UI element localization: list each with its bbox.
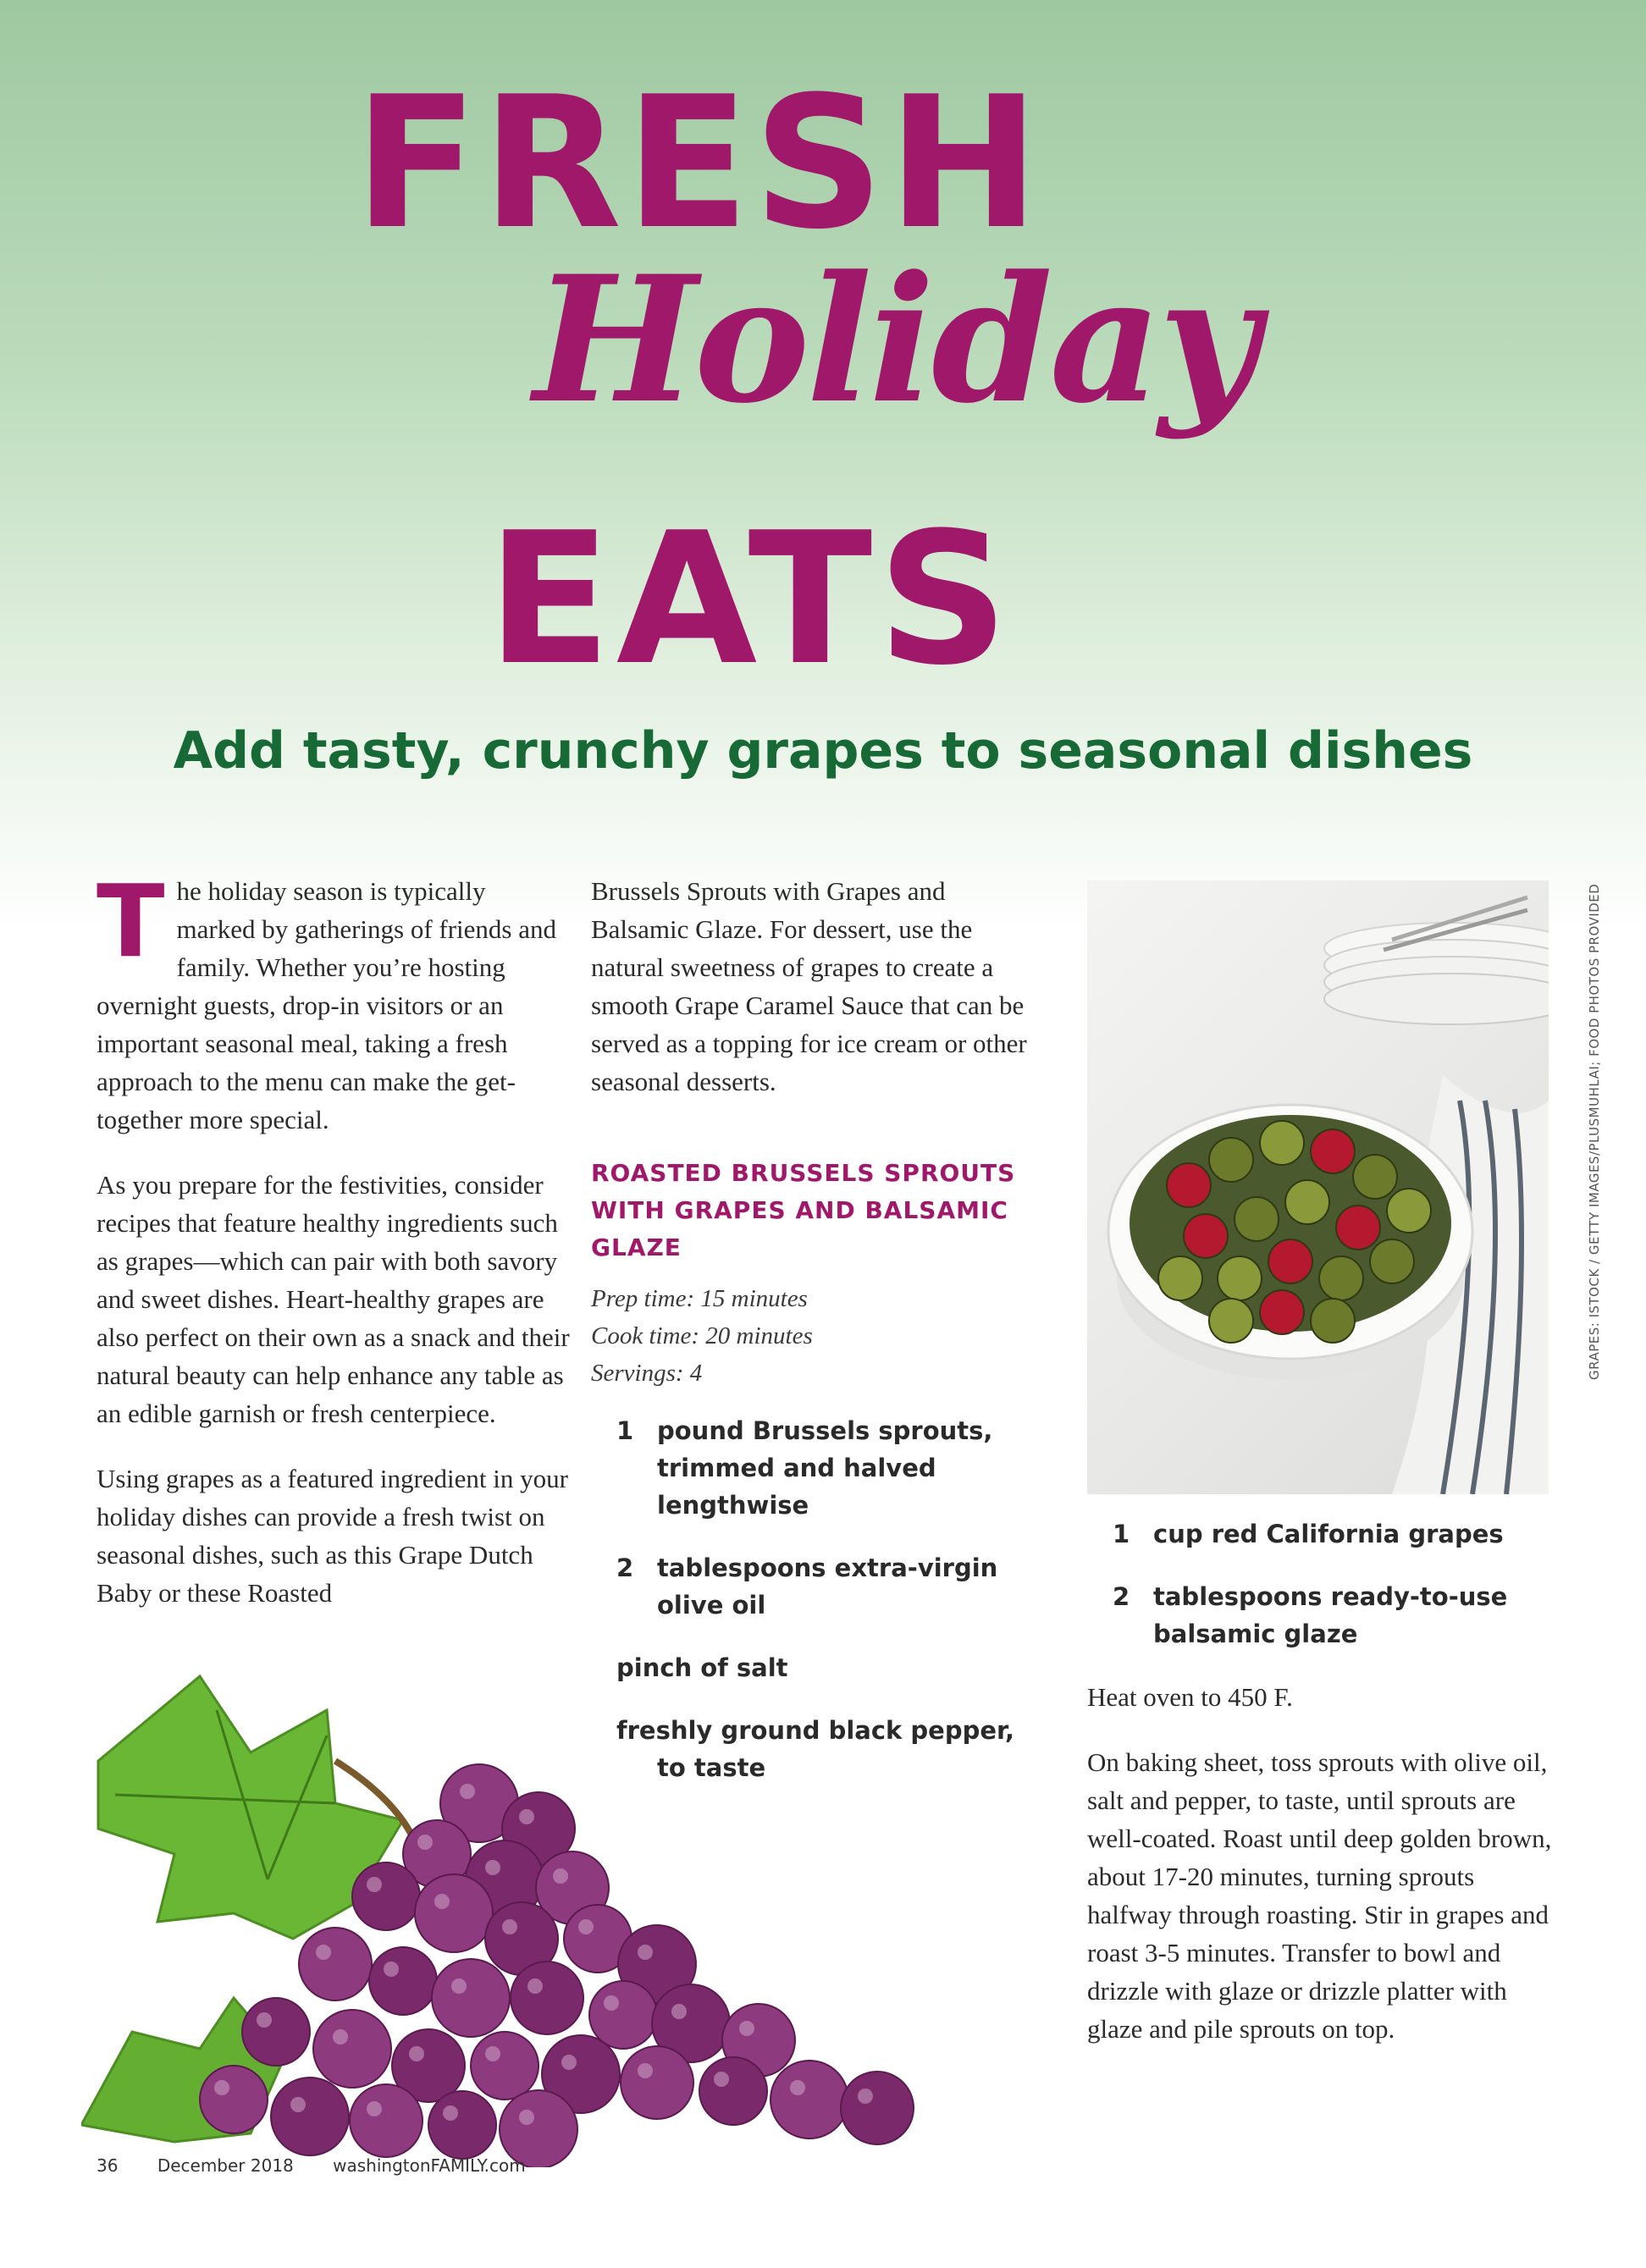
grape-highlight [638, 2063, 653, 2078]
ingredient-text: tablespoons ready-to-use balsamic glaze [1153, 1582, 1508, 1648]
grape-highlight [578, 1919, 594, 1934]
grape [313, 2010, 391, 2088]
photo-credit-text: GRAPES: ISTOCK / GETTY IMAGES/PLUSMUHLAI; FOOD PHOTOS PROVIDED [1587, 883, 1602, 1380]
grape-highlight [443, 2105, 458, 2121]
grape-highlight [790, 2080, 805, 2095]
grape [1260, 1290, 1304, 1334]
grape-highlight [290, 2097, 306, 2112]
grape [471, 2032, 539, 2100]
grape [621, 2046, 693, 2119]
grape-highlight [409, 2046, 424, 2061]
grape [200, 2066, 268, 2133]
brussels-sprouts-photo [1087, 880, 1549, 1494]
servings: Servings: 4 [591, 1360, 703, 1387]
ingredient-qty: 1 [616, 1416, 634, 1445]
grape-highlight [485, 2046, 500, 2061]
grape [841, 2072, 914, 2144]
grape [589, 1981, 657, 2049]
ingredient-item [1087, 1515, 1561, 1553]
grape-highlight [367, 2101, 382, 2116]
grape [352, 1862, 420, 1930]
intro-paragraph-1-text: he holiday season is typically marked by gatherings of friends and family. Whether you’re hosting overnight guests, drop-in visitors or an important seasonal meal, taking a fresh approach to the menu can make the get-together more special. [97, 876, 557, 1134]
page-number: 36 [97, 2155, 119, 2176]
grape-highlight [417, 1835, 433, 1850]
grapes-photo [81, 1659, 1021, 2167]
grape [1336, 1206, 1380, 1250]
ingredient-item [591, 1549, 1048, 1624]
grape-highlight [638, 1945, 653, 1960]
grape-highlight [519, 2110, 534, 2125]
grape-highlight [671, 2004, 687, 2019]
grape [271, 2078, 349, 2155]
grape-highlight [257, 2012, 272, 2028]
footer [97, 2155, 560, 2176]
grape [299, 1928, 372, 2000]
grape-highlight [333, 2029, 348, 2045]
brussels-sprout [1319, 1256, 1363, 1300]
ingredient-text: cup red California grapes [1153, 1520, 1504, 1548]
title-eats: EATS [487, 493, 1014, 705]
grape [369, 1947, 437, 2015]
grape-highlight [316, 1945, 331, 1960]
brussels-sprout [1285, 1180, 1329, 1224]
grape [1311, 1129, 1355, 1173]
column-3 [1087, 1515, 1561, 2075]
bowl-illustration [1087, 880, 1549, 1494]
grape-highlight [485, 1860, 500, 1875]
subtitle: Add tasty, crunchy grapes to seasonal dishes [173, 721, 1473, 781]
grape [511, 1962, 583, 2034]
grape [771, 2061, 848, 2138]
website: washingtonFAMILY.com [333, 2155, 526, 2176]
brussels-sprout [1353, 1155, 1397, 1199]
grape-highlight [519, 1809, 534, 1824]
brussels-sprout [1311, 1299, 1355, 1343]
grape-highlight [561, 2055, 577, 2070]
intro-paragraph-4: Brussels Sprouts with Grapes and Balsamic Glaze. For dessert, use the natural sweetness of grapes to create a smooth Grape Caramel Sauce that can be served as a topping for ice cream or other seasonal desserts. [591, 876, 1027, 1096]
grape [1268, 1239, 1312, 1283]
grape-highlight [434, 1894, 450, 1909]
recipe-meta [591, 1280, 1048, 1392]
grape [699, 2057, 767, 2125]
grape [1167, 1163, 1211, 1207]
grape-highlight [553, 1868, 568, 1884]
recipe-step-2: On baking sheet, toss sprouts with olive oil, salt and pepper, to taste, until sprouts are well-coated. Roast until deep golden brown, about 17-20 minutes, turning sprouts halfway through roasting. Stir in grapes and roast 3-5 minutes. Transfer to bowl and drizzle with glaze or drizzle platter with glaze and pile sprouts on top. [1087, 1747, 1552, 2044]
ingredient-item: freshly ground black pepper, to taste [616, 1716, 1015, 1782]
grape-highlight [367, 1877, 382, 1892]
grape [350, 2084, 423, 2157]
ingredient-item: pinch of salt [616, 1653, 788, 1682]
intro-paragraph-2: As you prepare for the festivities, consider recipes that feature healthy ingredients such as grapes—which can pair with both savory and sweet dishes. Heart-healthy grapes are also perfect on their own as a snack and their natural beauty can help enhance any table as an edible garnish or fresh centerpiece. [97, 1170, 570, 1428]
drop-cap: T [97, 863, 165, 979]
grape-highlight [527, 1978, 543, 1994]
issue-date: December 2018 [157, 2155, 294, 2176]
brussels-sprout [1218, 1256, 1262, 1300]
ingredient-qty: 2 [616, 1553, 634, 1582]
grape [415, 1874, 493, 1952]
grape-highlight [451, 1978, 467, 1994]
recipe-step-1: Heat oven to 450 F. [1087, 1682, 1293, 1712]
grape-highlight [739, 2021, 754, 2036]
grape-highlight [460, 1784, 475, 1799]
brussels-sprout [1158, 1256, 1202, 1300]
grape [1184, 1214, 1228, 1258]
brussels-sprout [1209, 1299, 1253, 1343]
ingredient-item [1087, 1578, 1561, 1653]
brussels-sprout [1260, 1121, 1304, 1165]
brussels-sprout [1209, 1138, 1253, 1182]
grape [428, 2091, 496, 2159]
brussels-sprout [1387, 1189, 1431, 1233]
brussels-sprout [1370, 1239, 1414, 1283]
grape [432, 1959, 510, 2037]
ingredient-text: pound Brussels sprouts, trimmed and halved lengthwise [657, 1416, 993, 1520]
ingredient-text: tablespoons extra-virgin olive oil [657, 1553, 998, 1620]
column-1 [97, 863, 571, 1639]
photo-credit [1575, 880, 1600, 1380]
ingredient-qty: 2 [1113, 1582, 1130, 1611]
ingredient-qty: 1 [1113, 1520, 1130, 1548]
grape-highlight [858, 2089, 873, 2104]
grape-highlight [604, 1995, 619, 2011]
title-holiday: Holiday [533, 239, 1257, 442]
grape-highlight [714, 2072, 729, 2087]
cook-time: Cook time: 20 minutes [591, 1322, 813, 1349]
intro-paragraph-3: Using grapes as a featured ingredient in your holiday dishes can provide a fresh twist on seasonal dishes, such as this Grape Dutch Baby or these Roasted [97, 1464, 568, 1608]
ingredient-item [591, 1412, 1048, 1524]
recipe-title: ROASTED BRUSSELS SPROUTS WITH GRAPES AND BALSAMIC GLAZE [591, 1159, 1016, 1261]
grape-highlight [384, 1962, 399, 1977]
grapes-illustration [81, 1659, 1021, 2167]
intro-paragraph-1 [97, 863, 571, 1139]
grape-highlight [502, 1919, 517, 1934]
grape [242, 1998, 310, 2066]
grape-highlight [214, 2080, 229, 2095]
brussels-sprout [1234, 1197, 1279, 1241]
title-fresh: FRESH [354, 57, 1044, 269]
prep-time: Prep time: 15 minutes [591, 1285, 808, 1312]
